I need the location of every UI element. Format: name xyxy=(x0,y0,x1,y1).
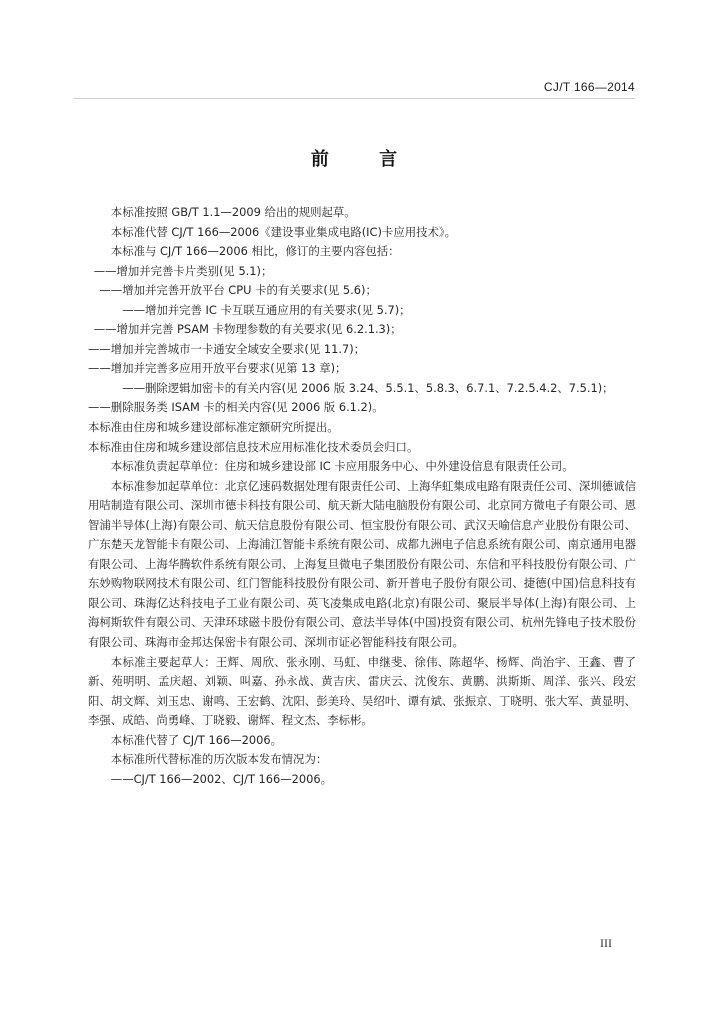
paragraph-history-list: ——CJ/T 166—2002、CJ/T 166—2006。 xyxy=(110,771,333,786)
change-item: ——删除服务类 ISAM 卡的相关内容(见 2006 版 6.1.2)。 xyxy=(88,400,384,415)
paragraph-replaced-standard: 本标准代替了 CJ/T 166—2006。 xyxy=(110,732,283,747)
paragraph-centralized-by: 本标准由住房和城乡建设部信息技术应用标准化技术委员会归口。 xyxy=(88,439,419,454)
page-number: III xyxy=(600,936,612,950)
paragraph-history-intro: 本标准所代替标准的历次版本发布情况为： xyxy=(110,752,328,767)
standard-number: CJ/T 166—2014 xyxy=(543,80,635,94)
change-item: ——增加并完善多应用开放平台要求(见第 13 章)； xyxy=(88,361,347,376)
page-header xyxy=(0,80,708,100)
change-item: ——增加并完善开放平台 CPU 卡的有关要求(见 5.6)； xyxy=(99,283,377,298)
header-divider xyxy=(73,98,635,99)
paragraph-proposed-by: 本标准由住房和城乡建设部标准定额研究所提出。 xyxy=(88,420,339,435)
change-item: ——增加并完善卡片类别(见 5.1)； xyxy=(93,263,273,278)
paragraph-replaces: 本标准代替 CJ/T 166—2006《建设事业集成电路(IC)卡应用技术》。 xyxy=(110,224,456,239)
change-item: ——增加并完善 PSAM 卡物理参数的有关要求(见 6.2.1.3)； xyxy=(93,322,402,337)
change-item: ——增加并完善 IC 卡互联互通应用的有关要求(见 5.7)； xyxy=(122,302,411,317)
paragraph-drafting-rule: 本标准按照 GB/T 1.1—2009 给出的规则起草。 xyxy=(110,205,356,219)
paragraph-main-drafters: 本标准主要起草人：王辉、周欣、张永刚、马虹、申继斐、徐伟、陈超华、杨辉、尚治宇、王鑫、曹了新、苑明明、孟庆超、刘颖、叫嘉、孙永战、黄吉庆、雷庆云、沈俊东、黄鹏、洪斯斯、周洋、张兴、段宏阳、胡文辉、刘玉忠、谢鸣、王宏鹤、沈阳、彭美玲、吴绍叶、谭有斌、张振京、丁晓明、张大军、黄显明、李强、成皓、尚勇峰、丁晓毅、谢辉、程文杰、李标彬。 xyxy=(88,654,636,728)
foreword-body xyxy=(88,203,636,789)
paragraph-participating-units: 本标准参加起草单位：北京亿速码数据处理有限责任公司、上海华虹集成电路有限责任公司、深圳德诚信用咭制造有限公司、深圳市德卡科技有限公司、航天新大陆电脑股份有限公司、北京同方微电子有限公司、恩智浦半导体(上海)有限公司、航天信息股份有限公司、恒宝股份有限公司、武汉天喻信息产业股份有限公司、广东楚天龙智能卡有限公司、上海浦江智能卡系统有限公司、成都九洲电子信息系统有限公司、南京通用电器有限公司、上海华腾软件系统有限公司、上海复旦微电子集团股份有限公司、东信和平科技股份有限公司、广东妙购物联网技术有限公司、红门智能科技股份有限公司、新开普电子股份有限公司、捷德(中国)信息科技有限公司、珠海亿达科技电子工业有限公司、英飞凌集成电路(北京)有限公司、聚辰半导体(上海)有限公司、上海柯斯软件有限公司、天津环球磁卡股份有限公司、意法半导体(中国)投资有限公司、杭州先锋电子技术股份有限公司、珠海市金邦达保密卡有限公司、深圳市证必智能科技有限公司。 xyxy=(88,478,636,650)
change-item: ——增加并完善城市一卡通安全域安全要求(见 11.7)； xyxy=(88,341,366,356)
section-title: 前 言 xyxy=(310,149,420,170)
change-item: ——删除逻辑加密卡的有关内容(见 2006 版 3.24、5.5.1、5.8.3、6.7.1、7.2.5.4.2、7.5.1)； xyxy=(122,380,614,395)
paragraph-changes-intro: 本标准与 CJ/T 166—2006 相比，修订的主要内容包括： xyxy=(110,244,400,259)
paragraph-main-drafting-units: 本标准负责起草单位：住房和城乡建设部 IC 卡应用服务中心、中外建设信息有限责任公司。 xyxy=(110,459,574,474)
